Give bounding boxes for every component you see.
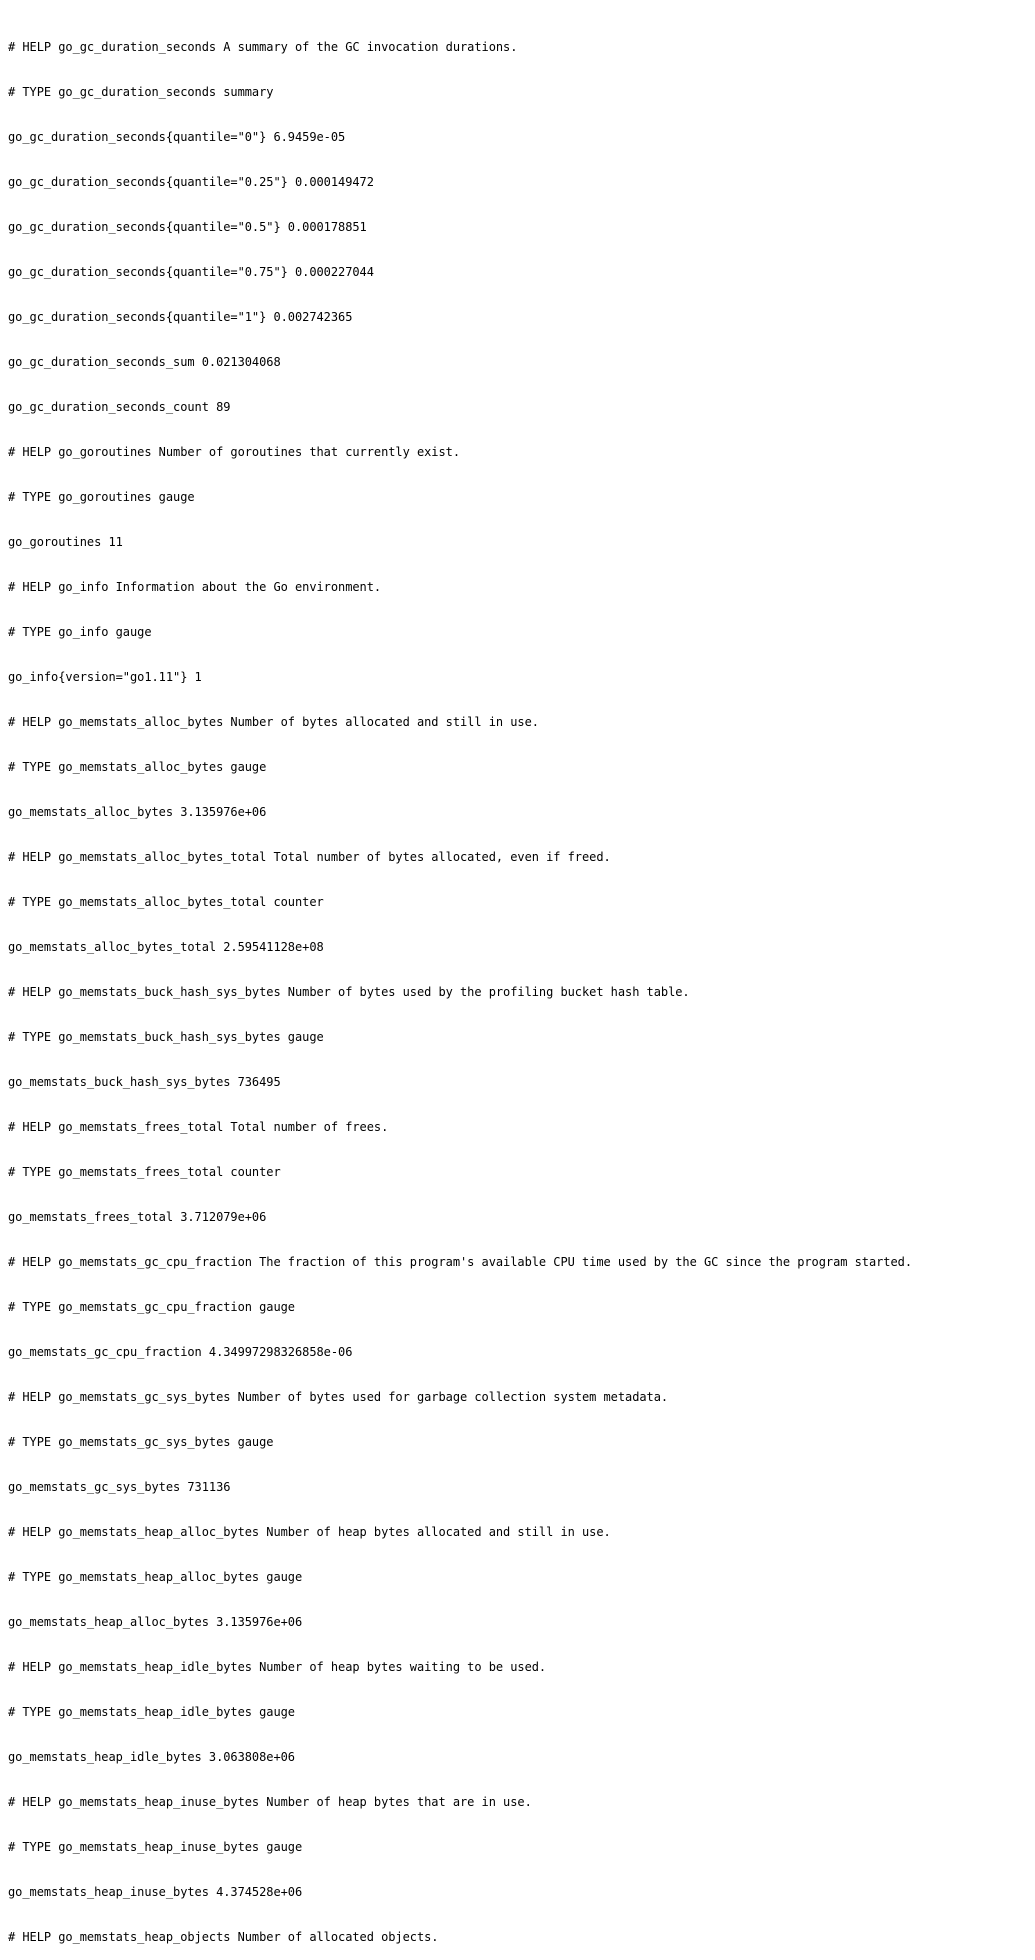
- type-line: # TYPE go_memstats_alloc_bytes gauge: [8, 760, 267, 774]
- metric-line: go_gc_duration_seconds{quantile="0.5"} 0.000178851: [8, 220, 367, 234]
- help-line: # HELP go_info Information about the Go environment.: [8, 580, 382, 594]
- help-line: # HELP go_memstats_heap_objects Number of allocated objects.: [8, 1930, 439, 1944]
- metric-line: go_memstats_heap_idle_bytes 3.063808e+06: [8, 1750, 295, 1764]
- metric-line: go_gc_duration_seconds{quantile="0.25"} 0.000149472: [8, 175, 374, 189]
- metric-line: go_memstats_gc_sys_bytes 731136: [8, 1480, 231, 1494]
- metric-line: go_goroutines 11: [8, 535, 123, 549]
- type-line: # TYPE go_memstats_gc_cpu_fraction gauge: [8, 1300, 295, 1314]
- help-line: # HELP go_goroutines Number of goroutines that currently exist.: [8, 445, 461, 459]
- type-line: # TYPE go_memstats_heap_inuse_bytes gauge: [8, 1840, 303, 1854]
- help-line: # HELP go_memstats_gc_sys_bytes Number of bytes used for garbage collection system metadata.: [8, 1390, 669, 1404]
- type-line: # TYPE go_goroutines gauge: [8, 490, 195, 504]
- metric-line: go_gc_duration_seconds{quantile="0"} 6.9459e-05: [8, 130, 346, 144]
- metric-line: go_gc_duration_seconds{quantile="1"} 0.002742365: [8, 310, 353, 324]
- metric-line: go_memstats_frees_total 3.712079e+06: [8, 1210, 267, 1224]
- metric-line: go_gc_duration_seconds{quantile="0.75"} 0.000227044: [8, 265, 374, 279]
- type-line: # TYPE go_info gauge: [8, 625, 152, 639]
- metrics-text: [8, 10, 1028, 1960]
- help-line: # HELP go_memstats_heap_idle_bytes Number of heap bytes waiting to be used.: [8, 1660, 547, 1674]
- help-line: # HELP go_memstats_heap_inuse_bytes Number of heap bytes that are in use.: [8, 1795, 532, 1809]
- type-line: # TYPE go_memstats_gc_sys_bytes gauge: [8, 1435, 274, 1449]
- help-line: # HELP go_memstats_frees_total Total number of frees.: [8, 1120, 389, 1134]
- metric-line: go_memstats_heap_inuse_bytes 4.374528e+06: [8, 1885, 303, 1899]
- type-line: # TYPE go_gc_duration_seconds summary: [8, 85, 274, 99]
- metric-line: go_memstats_alloc_bytes_total 2.59541128e+08: [8, 940, 324, 954]
- metric-line: go_gc_duration_seconds_count 89: [8, 400, 231, 414]
- metric-line: go_memstats_buck_hash_sys_bytes 736495: [8, 1075, 281, 1089]
- help-line: # HELP go_memstats_heap_alloc_bytes Number of heap bytes allocated and still in use.: [8, 1525, 611, 1539]
- help-line: # HELP go_memstats_buck_hash_sys_bytes Number of bytes used by the profiling bucket hash table.: [8, 985, 690, 999]
- metric-line: go_memstats_alloc_bytes 3.135976e+06: [8, 805, 267, 819]
- metric-line: go_memstats_heap_alloc_bytes 3.135976e+06: [8, 1615, 303, 1629]
- help-line: # HELP go_memstats_alloc_bytes Number of bytes allocated and still in use.: [8, 715, 539, 729]
- type-line: # TYPE go_memstats_alloc_bytes_total counter: [8, 895, 324, 909]
- help-line: # HELP go_memstats_gc_cpu_fraction The fraction of this program's available CPU time used by the GC since the program started.: [8, 1255, 913, 1269]
- type-line: # TYPE go_memstats_heap_idle_bytes gauge: [8, 1705, 295, 1719]
- help-line: # HELP go_memstats_alloc_bytes_total Total number of bytes allocated, even if freed.: [8, 850, 611, 864]
- metric-line: go_gc_duration_seconds_sum 0.021304068: [8, 355, 281, 369]
- metric-line: go_info{version="go1.11"} 1: [8, 670, 202, 684]
- type-line: # TYPE go_memstats_frees_total counter: [8, 1165, 281, 1179]
- type-line: # TYPE go_memstats_heap_alloc_bytes gauge: [8, 1570, 303, 1584]
- metric-line: go_memstats_gc_cpu_fraction 4.34997298326858e-06: [8, 1345, 353, 1359]
- help-line: # HELP go_gc_duration_seconds A summary of the GC invocation durations.: [8, 40, 518, 54]
- type-line: # TYPE go_memstats_buck_hash_sys_bytes gauge: [8, 1030, 324, 1044]
